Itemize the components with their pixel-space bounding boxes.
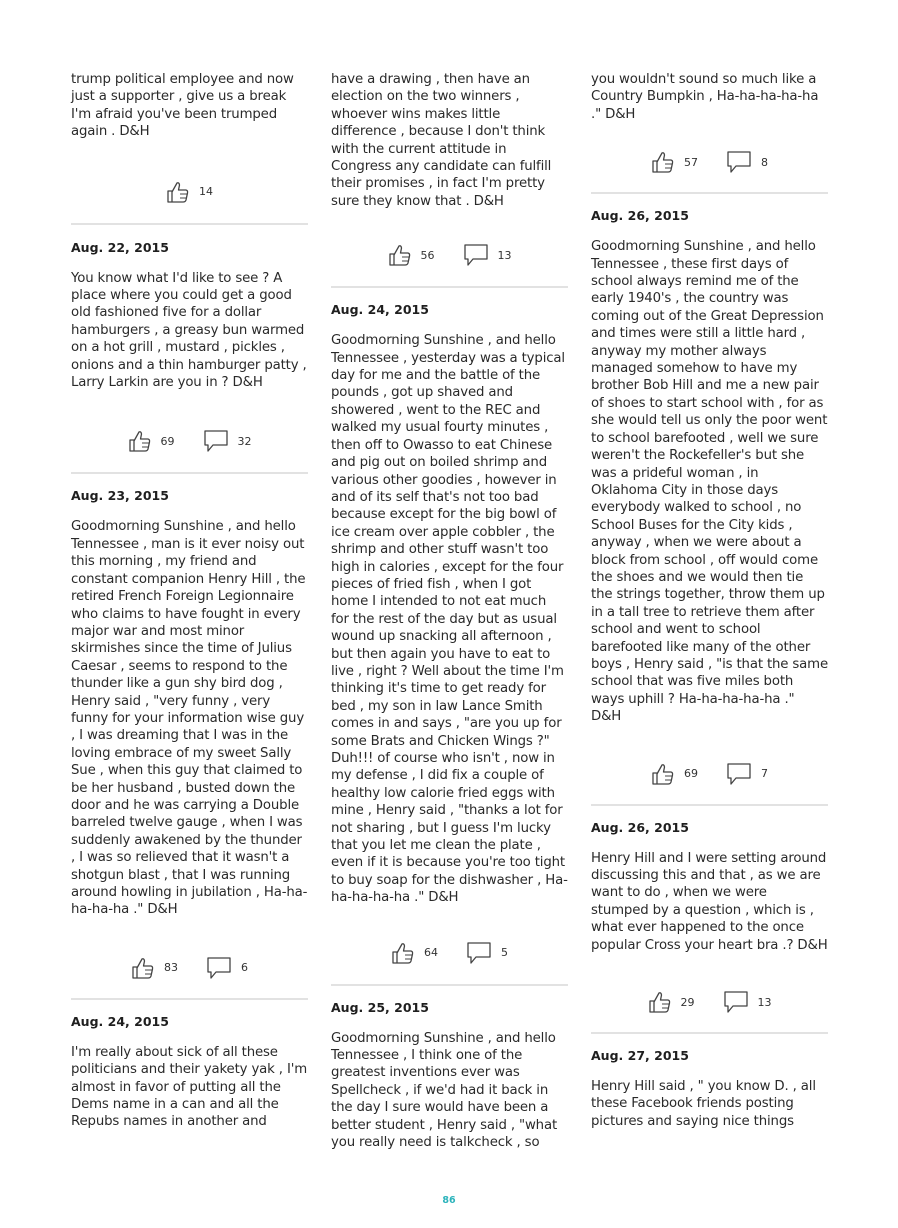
comment-count: 13 — [497, 248, 512, 262]
column-2 — [331, 71, 568, 1152]
comment-button[interactable] — [463, 242, 512, 268]
like-button[interactable] — [128, 429, 175, 453]
comment-count: 7 — [761, 767, 768, 781]
post-date: Aug. 27, 2015 — [591, 1048, 689, 1064]
separator — [331, 286, 568, 288]
comment-button[interactable] — [466, 940, 508, 966]
like-button[interactable] — [131, 956, 178, 980]
like-button[interactable] — [388, 243, 435, 267]
post-date: Aug. 24, 2015 — [331, 302, 429, 318]
reaction-bar — [591, 987, 828, 1017]
like-count: 14 — [199, 185, 213, 199]
like-button[interactable] — [391, 941, 438, 965]
comment-button[interactable] — [726, 761, 768, 787]
post-text: trump political employee and now just a supporter , give us a break I'm afraid you've been trumped again . D&H — [71, 72, 294, 140]
separator — [591, 1032, 828, 1034]
speech-bubble-icon — [466, 940, 492, 966]
like-button[interactable] — [651, 150, 698, 174]
reaction-bar — [591, 147, 828, 177]
separator — [71, 472, 308, 474]
post-date: Aug. 25, 2015 — [331, 999, 429, 1015]
separator — [71, 998, 308, 1000]
separator — [591, 804, 828, 806]
separator — [591, 192, 828, 194]
thumbs-up-icon — [128, 429, 152, 453]
post-date: Aug. 24, 2015 — [71, 1013, 169, 1029]
thumbs-up-icon — [651, 150, 675, 174]
speech-bubble-icon — [726, 761, 752, 787]
post-text: I'm really about sick of all these politicians and their yakety yak , I'm almost in favor of putting all the Dems name in a can and all the Repubs names in another and — [71, 1044, 308, 1130]
reaction-bar — [331, 938, 568, 968]
speech-bubble-icon — [206, 955, 232, 981]
like-count: 57 — [684, 155, 698, 169]
like-button[interactable] — [651, 762, 698, 786]
post-text: Goodmorning Sunshine , and hello Tennessee , these first days of school always remind me of the early 1940's , the country was coming out of the Great Depression and times were still a little hard , anyway my mother always managed somehow to have my brother Bob Hill and me a new pair of shoes to start school with , for as she would tell us only the poor went to school barefooted , well we sure weren't the Rockefeller's but she was a prideful woman , in Oklahoma City in those days everybody walked to school , no School Buses for the City kids , anyway , when we were about a block from school , off would come the shoes and we would then tie the strings together, throw them up in a tall tree to retrieve them after school and went to school barefooted like many of the other boys , Henry said , "is that the same school that was five miles both ways uphill ? Ha-ha-ha-ha-ha ." D&H — [591, 239, 829, 725]
comment-count: 13 — [757, 995, 772, 1009]
reaction-bar — [591, 759, 828, 789]
thumbs-up-icon — [391, 941, 415, 965]
thumbs-up-icon — [388, 243, 412, 267]
reaction-bar — [71, 426, 308, 456]
comment-count: 8 — [761, 155, 768, 169]
like-count: 69 — [684, 767, 698, 781]
comment-button[interactable] — [203, 428, 252, 454]
like-count: 64 — [424, 946, 438, 960]
speech-bubble-icon — [203, 428, 229, 454]
comment-count: 6 — [241, 961, 248, 975]
like-button[interactable] — [166, 180, 213, 204]
comment-button[interactable] — [726, 149, 768, 175]
thumbs-up-icon — [648, 990, 672, 1014]
comment-button[interactable] — [206, 955, 248, 981]
comment-count: 32 — [237, 434, 252, 448]
speech-bubble-icon — [723, 989, 749, 1015]
separator — [331, 984, 568, 986]
comment-count: 5 — [501, 946, 508, 960]
reaction-bar — [71, 953, 308, 983]
post-date: Aug. 26, 2015 — [591, 208, 689, 224]
like-count: 83 — [164, 961, 178, 975]
reaction-bar — [71, 177, 308, 207]
post-text: have a drawing , then have an election on the two winners , whoever wins makes little difference , because I don't think with the current attitude in Congress any candidate can fulfill their promises , in fact I'm pretty sure they know that . D&H — [331, 72, 552, 209]
post-text: Goodmorning Sunshine , and hello Tennessee , I think one of the greatest inventions ever was Spellcheck , if we'd had it back in the day I sure would have been a better student , Henry said , "what you really need is talkcheck , so — [331, 1030, 558, 1151]
separator — [71, 223, 308, 225]
like-count: 29 — [680, 995, 695, 1009]
speech-bubble-icon — [463, 242, 489, 268]
thumbs-up-icon — [651, 762, 675, 786]
like-button[interactable] — [648, 990, 695, 1014]
column-3 — [591, 71, 828, 1130]
reaction-bar — [331, 240, 568, 270]
like-count: 56 — [420, 248, 435, 262]
post-text: Goodmorning Sunshine , and hello Tennessee , man is it ever noisy out this morning , my friend and constant companion Henry Hill , the retired French Foreign Legionnaire who claims to have fought in every major war and most minor skirmishes since the time of Julius Caesar , seems to respond to the thunder like a gun shy bird dog , Henry said , "very funny , very funny for your information wise guy , I was dreaming that I was in the loving embrace of my sweet Sally Sue , when this guy that claimed to be her husband , busted down the door and he was carrying a Double barreled twelve gauge , when I was suddenly awakened by the thunder , I was so relieved that it wasn't a shotgun blast , that I was running around howling in jubilation , Ha-ha-ha-ha-ha ." D&H — [71, 519, 308, 918]
post-date: Aug. 22, 2015 — [71, 239, 169, 255]
post-date: Aug. 26, 2015 — [591, 819, 689, 835]
post-text: You know what I'd like to see ? A place where you could get a good old fashioned five for a dollar hamburgers , a greasy bun warmed on a hot grill , mustard , pickles , onions and a thin hamburger patty , Larry Larkin are you in ? D&H — [71, 270, 307, 391]
like-count: 69 — [160, 434, 175, 448]
comment-button[interactable] — [723, 989, 772, 1015]
post-text: Henry Hill and I were setting around discussing this and that , as we are want to do , when we were stumped by a question , which is , what ever happened to the once popular Cross your heart bra .? D&H — [591, 850, 828, 953]
column-1 — [71, 71, 308, 1131]
post-text: Henry Hill said , " you know D. , all these Facebook friends posting pictures and saying nice things — [591, 1079, 816, 1129]
thumbs-up-icon — [166, 180, 190, 204]
post-date: Aug. 23, 2015 — [71, 488, 169, 504]
page-number: 86 — [442, 1195, 456, 1206]
thumbs-up-icon — [131, 956, 155, 980]
speech-bubble-icon — [726, 149, 752, 175]
post-text: you wouldn't sound so much like a Country Bumpkin , Ha-ha-ha-ha-ha ." D&H — [591, 72, 819, 122]
post-text: Goodmorning Sunshine , and hello Tennessee , yesterday was a typical day for me and the battle of the pounds , got up shaved and showered , went to the REC and walked my usual fourty minutes , then off to Owasso to eat Chinese and pig out on boiled shrimp and various other goodies , however in and of its self that's not too bad because except for the big bowl of ice cream over apple cobbler , the shrimp and other stuff wasn't too high in calories , except for the four pieces of fried fish , when I got home I intended to not eat much for the rest of the day but as usual wound up snacking all afternoon , but then again you have to eat to live , right ? Well about the time I'm thinking it's time to get ready for bed , my son in law Lance Smith comes in and says , "are you up for some Brats and Chicken Wings ?" Duh!!! of course who isn't , now in my defense , I did fix a couple of healthy low calorie fried eggs with mine , Henry said , "thanks a lot for not sharing , but I guess I'm lucky that you let me clean the plate , even if it is because you're too tight to buy soap for the dishwasher , Ha-ha-ha-ha-ha ." D&H — [331, 333, 568, 906]
